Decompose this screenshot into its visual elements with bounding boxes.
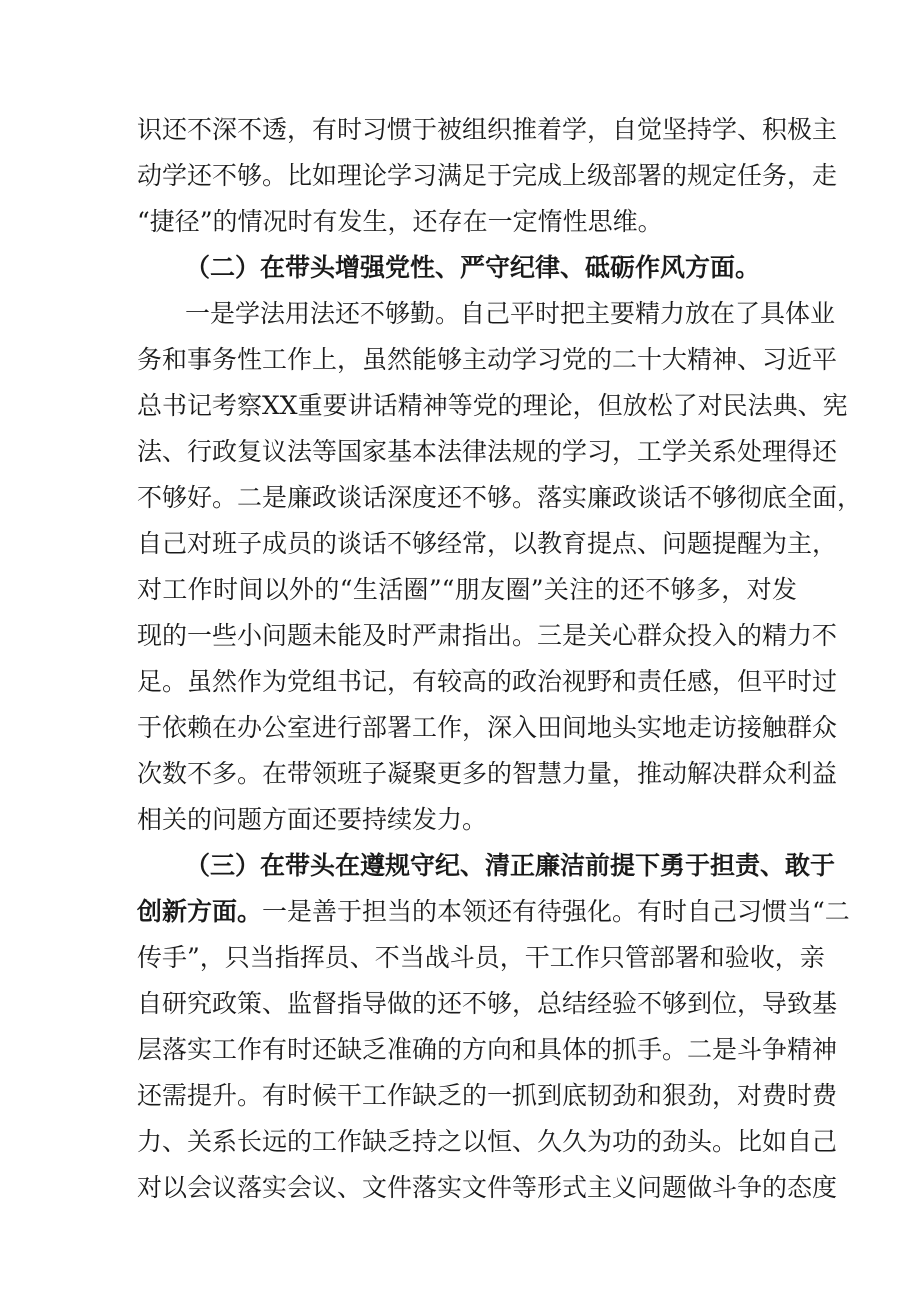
section-heading: （三）在带头在遵规守纪、清正廉洁前提下勇于担责、敢于 — [185, 851, 836, 880]
section-heading-tail: 创新方面。 — [137, 897, 263, 926]
paragraph-line: 自己对班子成员的谈话不够经常，以教育提点、问题提醒为主， — [137, 529, 838, 558]
paragraph-line: 对以会议落实会议、文件落实文件等形式主义问题做斗争的态度 — [137, 1173, 838, 1202]
paragraph-line: 识还不深不透，有时习惯于被组织推着学，自觉坚持学、积极主 — [137, 115, 838, 144]
paragraph-line: 还需提升。有时候干工作缺乏的一抓到底韧劲和狠劲，对费时费 — [137, 1081, 838, 1110]
section-heading: （二）在带头增强党性、严守纪律、砥砺作风方面。 — [185, 253, 761, 282]
paragraph-line: 法、行政复议法等国家基本法律法规的学习，工学关系处理得还 — [137, 437, 838, 466]
paragraph-line: 足。虽然作为党组书记，有较高的政治视野和责任感，但平时过 — [137, 667, 838, 696]
paragraph-line: 不够好。二是廉政谈话深度还不够。落实廉政谈话不够彻底全面， — [137, 483, 863, 512]
paragraph-line: 现的一些小问题未能及时严肃指出。三是关心群众投入的精力不 — [137, 621, 838, 650]
paragraph-line: 对工作时间以外的“生活圈”“朋友圈”关注的还不够多，对发 — [137, 575, 797, 604]
paragraph-line: 次数不多。在带领班子凝聚更多的智慧力量，推动解决群众利益 — [137, 759, 838, 788]
heading-continuation-line — [137, 890, 850, 934]
paragraph-line: 于依赖在办公室进行部署工作，深入田间地头实地走访接触群众 — [137, 713, 838, 742]
paragraph-line: 层落实工作有时还缺乏准确的方向和具体的抓手。二是斗争精神 — [137, 1035, 838, 1064]
paragraph-line: 力、关系长远的工作缺乏持之以恒、久久为功的劲头。比如自己 — [137, 1127, 838, 1156]
paragraph-line: 一是学法用法还不够勤。自己平时把主要精力放在了具体业 — [185, 299, 836, 328]
paragraph-line: 自研究政策、监督指导做的还不够，总结经验不够到位，导致基 — [137, 989, 838, 1018]
paragraph-line: “捷径”的情况时有发生，还存在一定惰性思维。 — [137, 207, 663, 236]
paragraph-text: 一是善于担当的本领还有待强化。有时自己习惯当“二 — [262, 897, 850, 926]
paragraph-line: 动学还不够。比如理论学习满足于完成上级部署的规定任务，走 — [137, 161, 838, 190]
paragraph-line: 务和事务性工作上，虽然能够主动学习党的二十大精神、习近平 — [137, 345, 838, 374]
paragraph-line: 传手”，只当指挥员、不当战斗员，干工作只管部署和验收，亲 — [137, 943, 825, 972]
paragraph-line: 相关的问题方面还要持续发力。 — [137, 805, 488, 834]
paragraph-line: 总书记考察XX重要讲话精神等党的理论，但放松了对民法典、宪 — [137, 391, 848, 420]
